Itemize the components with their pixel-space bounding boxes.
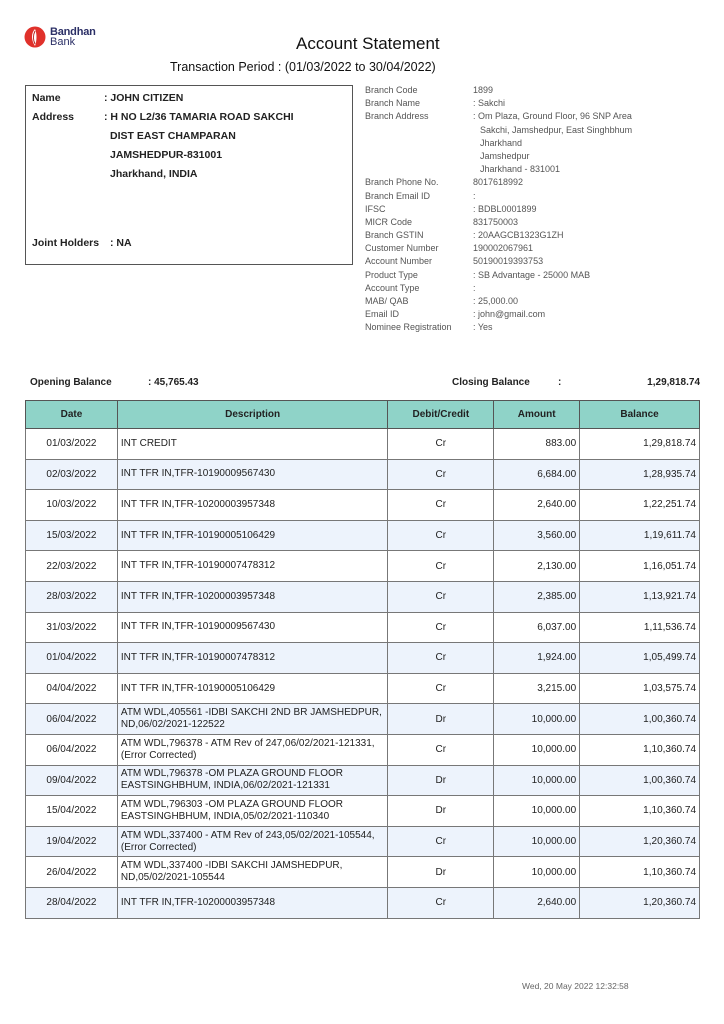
- txn-balance: 1,20,360.74: [580, 887, 700, 918]
- table-row: [26, 520, 700, 551]
- table-row: [26, 704, 700, 735]
- txn-debit-credit: Cr: [388, 887, 494, 918]
- branch-field-label: Email ID: [365, 309, 400, 320]
- joint-holders-row: [32, 237, 132, 249]
- txn-amount: 6,037.00: [494, 612, 580, 643]
- branch-field-label: Branch Email ID: [365, 190, 431, 201]
- branch-field-value: : 20AAGCB1323G1ZH: [473, 230, 564, 241]
- txn-debit-credit: Cr: [388, 490, 494, 521]
- txn-description: ATM WDL,405561 -IDBI SAKCHI 2ND BR JAMSHEDPUR, ND,06/02/2021-122522: [117, 704, 388, 735]
- txn-description: INT TFR IN,TFR-10190007478312: [117, 643, 388, 674]
- transaction-period: Transaction Period : (01/03/2022 to 30/04/2022): [170, 60, 436, 74]
- branch-field: [365, 190, 632, 203]
- txn-description: INT TFR IN,TFR-10190009567430: [117, 459, 388, 490]
- txn-balance: 1,20,360.74: [580, 826, 700, 857]
- txn-debit-credit: Cr: [388, 520, 494, 551]
- branch-field: [365, 321, 632, 334]
- table-row: [26, 581, 700, 612]
- txn-description: ATM WDL,796303 -OM PLAZA GROUND FLOOR EASTSINGHBHUM, INDIA,05/02/2021-110340: [117, 796, 388, 827]
- branch-field-label: Product Type: [365, 269, 418, 280]
- txn-debit-credit: Cr: [388, 826, 494, 857]
- branch-field-label: Account Type: [365, 282, 420, 293]
- txn-description: INT TFR IN,TFR-10200003957348: [117, 887, 388, 918]
- table-header-row: [26, 401, 700, 429]
- table-row: [26, 734, 700, 765]
- name-value: : JOHN CITIZEN: [104, 92, 184, 104]
- txn-description: INT TFR IN,TFR-10200003957348: [117, 490, 388, 521]
- txn-amount: 2,640.00: [494, 887, 580, 918]
- branch-field-value: 8017618992: [473, 177, 524, 188]
- txn-amount: 10,000.00: [494, 734, 580, 765]
- branch-field: [365, 295, 632, 308]
- branch-field: [365, 255, 632, 268]
- branch-field: [365, 242, 632, 255]
- txn-amount: 10,000.00: [494, 765, 580, 796]
- table-row: [26, 857, 700, 888]
- logo-text-bank: Bank: [50, 36, 76, 48]
- branch-field: Branch Name : Sakchi: [365, 98, 506, 109]
- txn-date: 19/04/2022: [26, 826, 118, 857]
- table-row: [26, 826, 700, 857]
- table-row: [26, 643, 700, 674]
- branch-field: [365, 216, 632, 229]
- txn-date: 09/04/2022: [26, 765, 118, 796]
- txn-debit-credit: Cr: [388, 459, 494, 490]
- txn-description: ATM WDL,796378 - ATM Rev of 247,06/02/2021-121331, (Error Corrected): [117, 734, 388, 765]
- branch-field-value: 831750003: [473, 216, 519, 227]
- branch-field-value: : Yes: [473, 322, 493, 333]
- address-label: Address: [32, 111, 75, 123]
- table-row: [26, 673, 700, 704]
- table-row: [26, 887, 700, 918]
- name-label: Name: [32, 92, 61, 104]
- table-row: [26, 429, 700, 460]
- closing-balance-label: Closing Balance: [452, 377, 530, 388]
- column-header-description: Description: [117, 401, 388, 429]
- table-row: [26, 459, 700, 490]
- branch-field: Branch Code 1899: [365, 85, 494, 95]
- txn-date: 28/04/2022: [26, 887, 118, 918]
- txn-description: INT TFR IN,TFR-10190005106429: [117, 673, 388, 704]
- txn-balance: 1,22,251.74: [580, 490, 700, 521]
- table-row: [26, 551, 700, 582]
- txn-balance: 1,16,051.74: [580, 551, 700, 582]
- txn-balance: 1,28,935.74: [580, 459, 700, 490]
- txn-debit-credit: Dr: [388, 857, 494, 888]
- txn-debit-credit: Cr: [388, 612, 494, 643]
- txn-date: 15/03/2022: [26, 520, 118, 551]
- txn-debit-credit: Dr: [388, 765, 494, 796]
- txn-description: ATM WDL,796378 -OM PLAZA GROUND FLOOR EASTSINGHBHUM, INDIA,06/02/2021-121331: [117, 765, 388, 796]
- customer-name-row: [32, 92, 183, 104]
- txn-amount: 10,000.00: [494, 796, 580, 827]
- closing-balance-colon: :: [558, 377, 562, 388]
- txn-balance: 1,10,360.74: [580, 734, 700, 765]
- branch-address-line: Jamshedpur: [480, 150, 530, 161]
- txn-amount: 883.00: [494, 429, 580, 460]
- address-line-1: : H NO L2/36 TAMARIA ROAD SAKCHI: [104, 111, 294, 123]
- txn-balance: 1,05,499.74: [580, 643, 700, 674]
- txn-description: INT TFR IN,TFR-10190009567430: [117, 612, 388, 643]
- generated-timestamp: Wed, 20 May 2022 12:32:58: [522, 981, 629, 991]
- opening-balance-label: Opening Balance: [30, 377, 112, 388]
- branch-field: [365, 176, 632, 189]
- page-title: Account Statement: [296, 34, 440, 53]
- txn-debit-credit: Dr: [388, 796, 494, 827]
- branch-field-label: Account Number: [365, 256, 433, 267]
- txn-amount: 6,684.00: [494, 459, 580, 490]
- bank-logo: [24, 26, 96, 48]
- branch-field: Branch Address : Om Plaza, Ground Floor, 96 SNP Area: [365, 111, 632, 122]
- branch-field: [365, 269, 632, 282]
- txn-balance: 1,10,360.74: [580, 796, 700, 827]
- txn-description: INT CREDIT: [117, 429, 388, 460]
- txn-amount: 2,130.00: [494, 551, 580, 582]
- txn-description: INT TFR IN,TFR-10200003957348: [117, 581, 388, 612]
- branch-address-line: Jharkhand: [480, 137, 523, 148]
- txn-description: INT TFR IN,TFR-10190007478312: [117, 551, 388, 582]
- branch-field-value: :: [473, 190, 476, 201]
- column-header-date: Date: [26, 401, 118, 429]
- txn-debit-credit: Cr: [388, 429, 494, 460]
- txn-date: 02/03/2022: [26, 459, 118, 490]
- bandhan-logo-icon: [24, 26, 46, 48]
- txn-amount: 10,000.00: [494, 857, 580, 888]
- txn-debit-credit: Cr: [388, 734, 494, 765]
- txn-balance: 1,10,360.74: [580, 857, 700, 888]
- txn-balance: 1,03,575.74: [580, 673, 700, 704]
- logo-text-bandhan: Bandhan: [50, 26, 96, 38]
- txn-debit-credit: Dr: [388, 704, 494, 735]
- txn-balance: 1,00,360.74: [580, 704, 700, 735]
- txn-balance: 1,00,360.74: [580, 765, 700, 796]
- txn-debit-credit: Cr: [388, 673, 494, 704]
- txn-date: 10/03/2022: [26, 490, 118, 521]
- txn-date: 01/04/2022: [26, 643, 118, 674]
- branch-field-label: MICR Code: [365, 216, 413, 227]
- address-line-2: DIST EAST CHAMPARAN: [110, 130, 236, 142]
- joint-holders-value: : NA: [110, 237, 132, 249]
- txn-date: 26/04/2022: [26, 857, 118, 888]
- txn-debit-credit: Cr: [388, 643, 494, 674]
- branch-field-label: Branch Phone No.: [365, 177, 439, 188]
- branch-field-label: IFSC: [365, 203, 386, 214]
- txn-date: 31/03/2022: [26, 612, 118, 643]
- branch-field-label: Nominee Registration: [365, 322, 452, 333]
- closing-balance-value: 1,29,818.74: [647, 377, 700, 388]
- table-row: [26, 612, 700, 643]
- branch-field: [365, 203, 632, 216]
- branch-field-value: 190002067961: [473, 243, 534, 254]
- address-line-4: Jharkhand, INDIA: [110, 168, 198, 180]
- branch-address-line: Sakchi, Jamshedpur, East Singhbhum: [480, 124, 633, 135]
- table-row: [26, 765, 700, 796]
- txn-balance: 1,29,818.74: [580, 429, 700, 460]
- branch-field-value: : 25,000.00: [473, 296, 519, 306]
- txn-description: ATM WDL,337400 -IDBI SAKCHI JAMSHEDPUR, ND,05/02/2021-105544: [117, 857, 388, 888]
- txn-amount: 10,000.00: [494, 826, 580, 857]
- branch-field: [365, 282, 632, 295]
- column-header-amount: Amount: [494, 401, 580, 429]
- txn-date: 04/04/2022: [26, 673, 118, 704]
- txn-balance: 1,19,611.74: [580, 520, 700, 551]
- address-line-3: JAMSHEDPUR-831001: [110, 149, 223, 161]
- branch-field-label: Branch GSTIN: [365, 230, 424, 241]
- txn-balance: 1,11,536.74: [580, 612, 700, 643]
- branch-field-value: : BDBL0001899: [473, 203, 537, 214]
- branch-field-value: :: [473, 282, 476, 293]
- txn-balance: 1,13,921.74: [580, 581, 700, 612]
- branch-field-value: : SB Advantage - 25000 MAB: [473, 269, 591, 280]
- txn-date: 01/03/2022: [26, 429, 118, 460]
- table-row: [26, 490, 700, 521]
- txn-date: 15/04/2022: [26, 796, 118, 827]
- branch-field-value: 50190019393753: [473, 256, 544, 267]
- txn-date: 28/03/2022: [26, 581, 118, 612]
- txn-amount: 3,560.00: [494, 520, 580, 551]
- joint-holders-label: Joint Holders: [32, 237, 100, 249]
- branch-address-line: Jharkhand - 831001: [480, 164, 561, 175]
- txn-amount: 3,215.00: [494, 673, 580, 704]
- customer-details-box: [25, 85, 353, 265]
- transactions-table: [25, 400, 700, 919]
- column-header-balance: Balance: [580, 401, 700, 429]
- txn-date: 06/04/2022: [26, 704, 118, 735]
- branch-details: [365, 84, 632, 335]
- txn-description: INT TFR IN,TFR-10190005106429: [117, 520, 388, 551]
- txn-debit-credit: Cr: [388, 551, 494, 582]
- txn-amount: 2,640.00: [494, 490, 580, 521]
- table-row: [26, 796, 700, 827]
- txn-description: ATM WDL,337400 - ATM Rev of 243,05/02/2021-105544, (Error Corrected): [117, 826, 388, 857]
- txn-amount: 10,000.00: [494, 704, 580, 735]
- txn-amount: 2,385.00: [494, 581, 580, 612]
- column-header-debit-credit: Debit/Credit: [388, 401, 494, 429]
- branch-field-label: MAB/ QAB: [365, 296, 409, 306]
- opening-balance-value: : 45,765.43: [148, 377, 199, 388]
- branch-field: [365, 229, 632, 242]
- txn-amount: 1,924.00: [494, 643, 580, 674]
- txn-debit-credit: Cr: [388, 581, 494, 612]
- txn-date: 22/03/2022: [26, 551, 118, 582]
- branch-field-value: : john@gmail.com: [473, 309, 546, 320]
- branch-field: [365, 308, 632, 321]
- customer-address-row: [32, 111, 294, 123]
- branch-field-label: Customer Number: [365, 243, 439, 254]
- txn-date: 06/04/2022: [26, 734, 118, 765]
